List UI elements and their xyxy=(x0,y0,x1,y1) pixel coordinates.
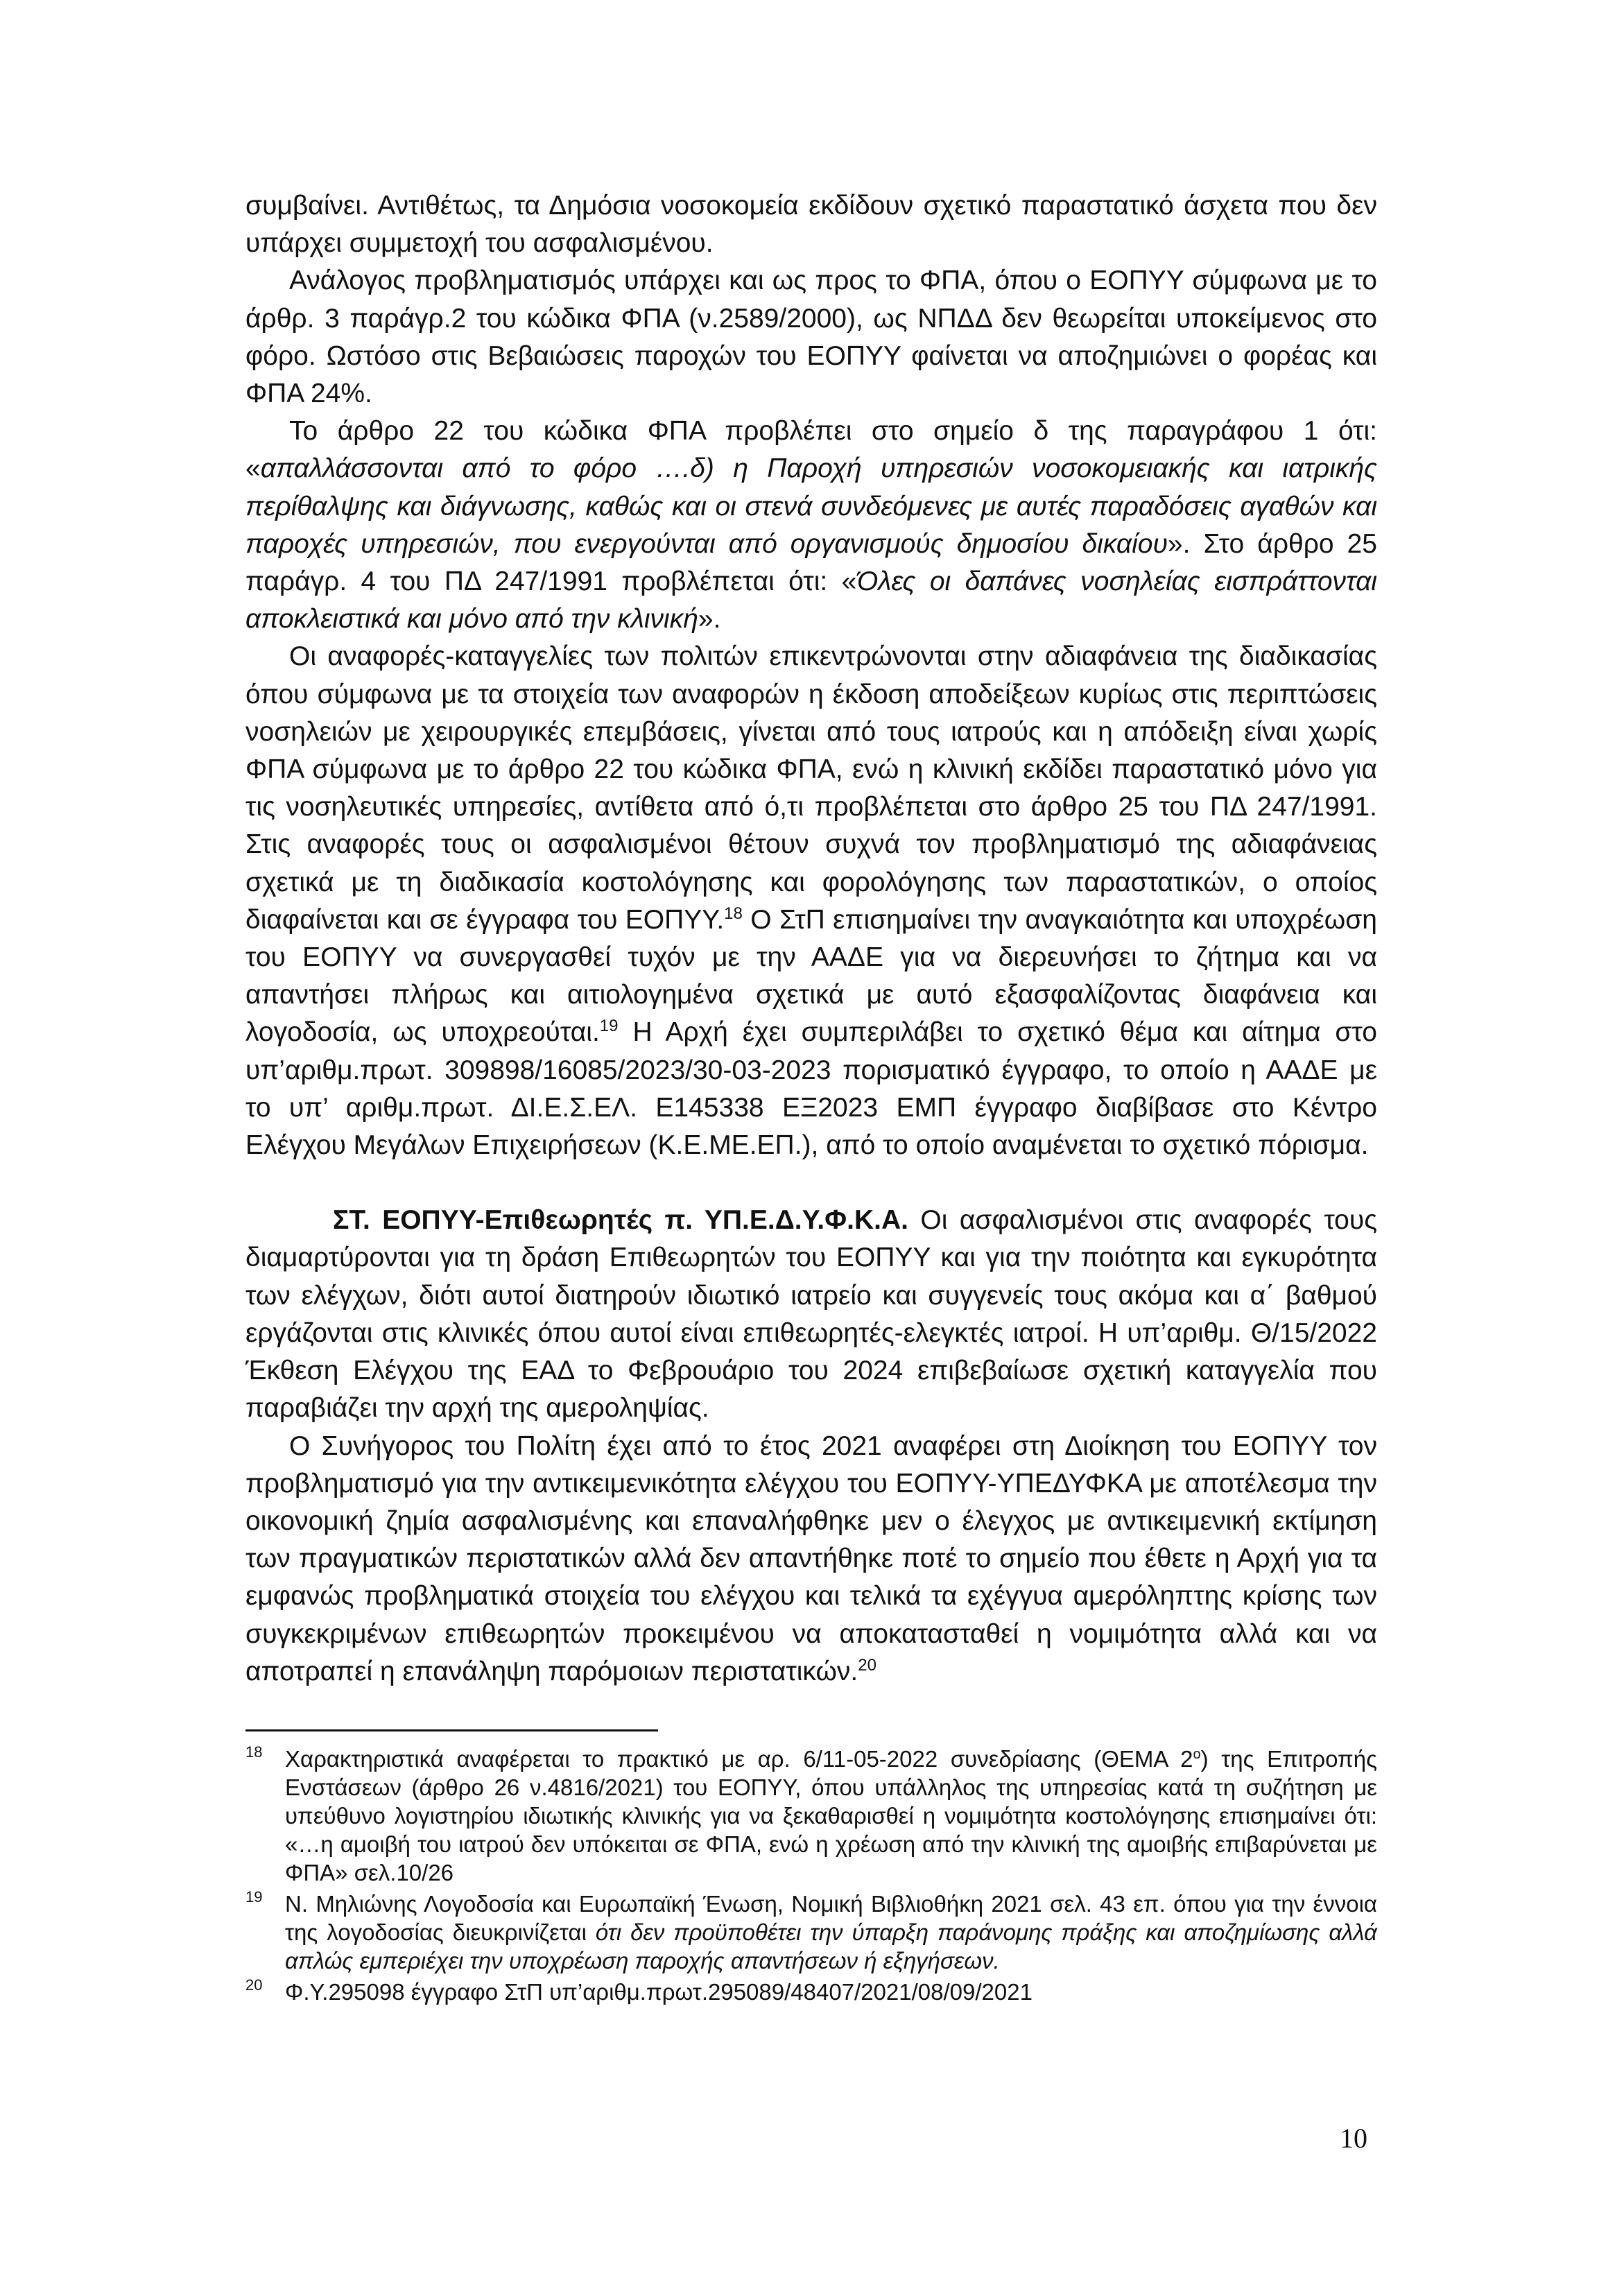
paragraph-4-text-a: Οι αναφορές-καταγγελίες των πολιτών επικεντρώνονται στην αδιαφάνεια της διαδικασίας όπου σύμφωνα με τα στοιχεία των αναφορών η έκδοση αποδείξεων κυρίως στις περιπτώσεις νοσηλειών με χειρουργικές επεμβάσεις, γίνεται από τους ιατρούς και η απόδειξη είναι χωρίς ΦΠΑ σύμφωνα με το άρθρο 22 του κώδικα ΦΠΑ, ενώ η κλινική εκδίδει παραστατικό μόνο για τις νοσηλευτικές υπηρεσίες, αντίθετα από ό,τι προβλέπεται στο άρθρο 25 του ΠΔ 247/1991. Στις αναφορές τους οι ασφαλισμένοι θέτουν συχνά τον προβληματισμό της αδιαφάνειας σχετικά με τη διαδικασία κοστολόγησης και φορολόγησης των παραστατικών, ο οποίος διαφαίνεται και σε έγγραφα του ΕΟΠΥΥ. xyxy=(245,641,1377,935)
footnote-18-text-b: ) της Επιτροπής Ενστάσεων (άρθρο 26 ν.4816/2021) του ΕΟΠΥΥ, όπου υπάλληλος της υπηρεσίας κατά τη συζήτηση με υπεύθυνο λογιστηρίου ιδιωτικής κλινικής για να ξεκαθαρισθεί η νομιμότητα κοστολόγησης επισημαίνει ότι: «…η αμοιβή του ιατρού δεν υπόκειται σε ΦΠΑ, ενώ η χρέωση από την κλινική της αμοιβής επιβαρύνεται με ΦΠΑ» σελ.10/26 xyxy=(285,1746,1378,1885)
paragraph-3-text-c: ». Στο άρθρο 25 παράγρ. 4 του ΠΔ 247/1991 προβλέπεται ότι: « xyxy=(245,528,1377,597)
paragraph-3 xyxy=(245,413,1377,638)
paragraph-2: Ανάλογος προβληματισμός υπάρχει και ως προς το ΦΠΑ, όπου ο ΕΟΠΥΥ σύμφωνα με το άρθρ. 3 παράγρ.2 του κώδικα ΦΠΑ (ν.2589/2000), ως ΝΠΔΔ δεν θεωρείται υποκείμενος στο φόρο. Ωστόσο στις Βεβαιώσεις παροχών του ΕΟΠΥΥ φαίνεται να αποζημιώνει ο φορέας και ΦΠΑ 24%. xyxy=(245,266,1377,409)
footnote-19 xyxy=(245,1890,1377,1975)
footnote-number: 18 xyxy=(245,1743,263,1761)
section-st-paragraph xyxy=(245,1202,1377,1427)
footnote-20-text: Φ.Υ.295098 έγγραφο ΣτΠ υπ’αριθμ.πρωτ.295089/48407/2021/08/09/2021 xyxy=(285,1979,1033,2005)
section-st-heading: ΣΤ. ΕΟΠΥΥ-Επιθεωρητές π. ΥΠ.Ε.Δ.Υ.Φ.Κ.Α. xyxy=(333,1205,908,1236)
paragraph-3-text-e: ». xyxy=(698,604,721,634)
body-text xyxy=(245,187,1377,1691)
paragraph-3-quote-1: απαλλάσσονται από το φόρο ….δ) η Παροχή υπηρεσιών νοσοκομειακής και ιατρικής περίθαλψης και διάγνωσης, καθώς και οι στενά συνδεόμενες με αυτές παραδόσεις αγαθών και παροχές υπηρεσιών, που ενεργούνται από οργανισμούς δημοσίου δικαίου xyxy=(245,454,1377,559)
footnote-19-italic: ότι δεν προϋποθέτει την ύπαρξη παράνομης πράξης και αποζημίωσης αλλά απλώς εμπεριέχει την υποχρέωση παροχής απαντήσεων ή εξηγήσεων. xyxy=(285,1919,1377,1973)
footnote-20 xyxy=(245,1978,1377,2006)
footnote-ref-20[interactable]: 20 xyxy=(858,1655,876,1675)
page-number: 10 xyxy=(1340,2123,1367,2154)
footnote-ref-18[interactable]: 18 xyxy=(724,904,743,923)
footnote-number: 19 xyxy=(245,1888,263,1906)
footnote-18-text-a: Χαρακτηριστικά αναφέρεται το πρακτικό με αρ. 6/11-05-2022 συνεδρίασης (ΘΕΜΑ 2 xyxy=(285,1746,1193,1772)
paragraph-4-text-b: Ο ΣτΠ επισημαίνει την αναγκαιότητα και υποχρέωση του ΕΟΠΥΥ να συνεργασθεί τυχόν με την ΑΑΔΕ για να διερευνήσει το ζήτημα και να απαντήσει πλήρως και αιτιολογημένα σχετικά με αυτό εξασφαλίζοντας διαφάνεια και λογοδοσία, ως υποχρεούται. xyxy=(245,904,1377,1048)
footnote-ref-19[interactable]: 19 xyxy=(599,1017,619,1036)
footnote-number: 20 xyxy=(245,1976,263,1994)
paragraph-1: συμβαίνει. Αντιθέτως, τα Δημόσια νοσοκομεία εκδίδουν σχετικό παραστατικό άσχετα που δεν υπάρχει συμμετοχή του ασφαλισμένου. xyxy=(245,191,1377,259)
paragraph-6-text: Ο Συνήγορος του Πολίτη έχει από το έτος 2021 αναφέρει στη Διοίκηση του ΕΟΠΥΥ τον προβληματισμό για την αντικειμενικότητα ελέγχου του ΕΟΠΥΥ-ΥΠΕΔΥΦΚΑ με αποτέλεσμα την οικονομική ζημία ασφαλισμένης και επαναλήφθηκε μεν ο έλεγχος με αντικειμενική εκτίμηση των πραγματικών περιστατικών αλλά δεν απαντήθηκε ποτέ το σημείο που έθετε η Αρχή για τα εμφανώς προβληματικά στοιχεία του ελέγχου και τελικά τα εχέγγυα αμερόληπτης κρίσης των συγκεκριμένων επιθεωρητών προκειμένου να αποκατασταθεί η νομιμότητα αλλά και να αποτραπεί η επανάληψη παρόμοιων περιστατικών. xyxy=(245,1431,1377,1686)
paragraph-4-text-c: Η Αρχή έχει συμπεριλάβει το σχετικό θέμα και αίτημα στο υπ’αριθμ.πρωτ. 309898/16085/2023/30-03-2023 πορισματικό έγγραφο, το οποίο η ΑΑΔΕ με το υπ’ αριθμ.πρωτ. ΔΙ.Ε.Σ.ΕΛ. Ε145338 ΕΞ2023 ΕΜΠ έγγραφο διαβίβασε στο Κέντρο Ελέγχου Μεγάλων Επιχειρήσεων (Κ.Ε.ΜΕ.ΕΠ.), από το οποίο αναμένεται το σχετικό πόρισμα. xyxy=(245,1017,1377,1161)
footnote-19-text: Ν. Μηλιώνης Λογοδοσία και Ευρωπαϊκή Ένωση, Νομική Βιβλιοθήκη 2021 σελ. 43 επ. όπου για την έννοια της λογοδοσίας διευκρινίζεται xyxy=(285,1891,1377,1945)
paragraph-3-quote-2: Όλες οι δαπάνες νοσηλείας εισπράττονται αποκλειστικά και μόνο από την κλινική xyxy=(245,567,1377,634)
footnote-18 xyxy=(245,1745,1377,1887)
footnotes xyxy=(245,1745,1377,2009)
footnote-18-superscript: ο xyxy=(1193,1747,1201,1762)
paragraph-3-text-a: Το άρθρο 22 του κώδικα ΦΠΑ προβλέπει στο σημείο δ της παραγράφου 1 ότι: « xyxy=(245,416,1377,484)
section-st-text: Οι ασφαλισμένοι στις αναφορές τους διαμαρτύρονται για τη δράση Επιθεωρητών του ΕΟΠΥΥ και για την ποιότητα και εγκυρότητα των ελέγχων, διότι αυτοί διατηρούν ιδιωτικό ιατρείο και συγγενείς τους ακόμα και α΄ βαθμού εργάζονται στις κλινικές όπου αυτοί είναι επιθεωρητές-ελεγκτές ιατροί. Η υπ’αριθμ. Θ/15/2022 Έκθεση Ελέγχου της ΕΑΔ το Φεβρουάριο του 2024 επιβεβαίωσε σχετική καταγγελία που παραβιάζει την αρχή της αμεροληψίας. xyxy=(245,1205,1377,1424)
paragraph-4 xyxy=(245,638,1377,1164)
footnote-separator xyxy=(245,1729,658,1731)
paragraph-6 xyxy=(245,1428,1377,1691)
